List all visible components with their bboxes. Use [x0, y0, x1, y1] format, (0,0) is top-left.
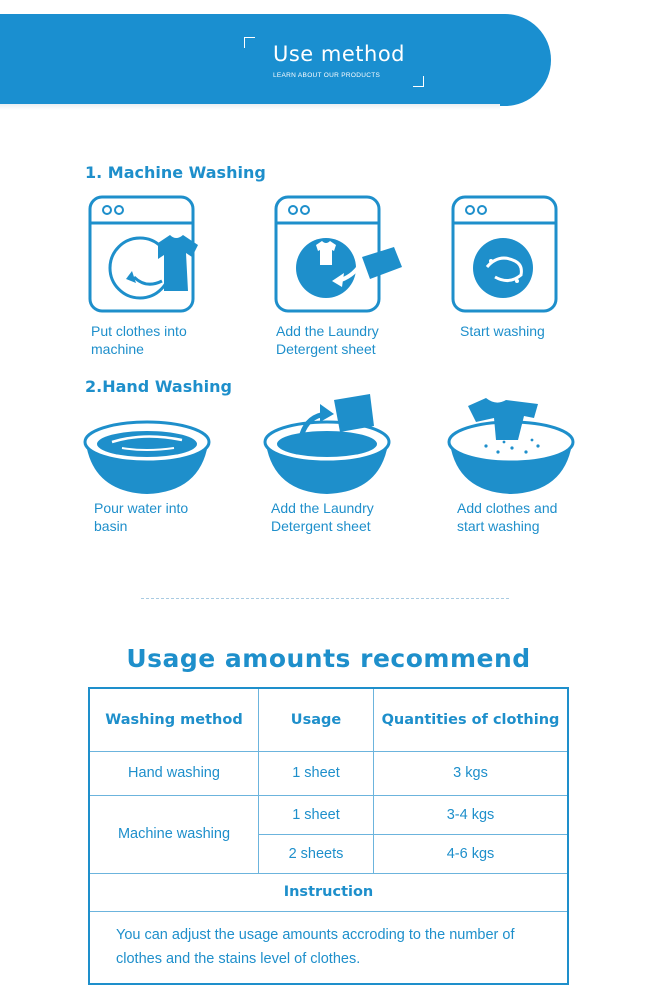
- instruction-text: You can adjust the usage amounts accroding to the number of clothes and the stains level of clothes.: [89, 911, 568, 984]
- cell-usage: 1 sheet: [259, 751, 374, 795]
- cell-method: Machine washing: [89, 795, 259, 873]
- hand-step-3-caption: Add clothes and start washing: [457, 500, 558, 534]
- washing-machine-clothes-icon: [88, 195, 228, 315]
- header-washing-method: Washing method: [89, 688, 259, 751]
- basin-water-icon: [82, 418, 212, 498]
- washing-machine-running-icon: [451, 195, 571, 315]
- machine-step-3-caption: Start washing: [460, 323, 545, 339]
- banner-title: Use method: [273, 42, 406, 66]
- hand-step-2-caption: Add the Laundry Detergent sheet: [271, 500, 374, 534]
- instruction-label: Instruction: [89, 873, 568, 911]
- header-usage: Usage: [259, 688, 374, 751]
- cell-usage: 1 sheet: [259, 795, 374, 834]
- banner-subtitle: LEARN ABOUT OUR PRODUCTS: [273, 72, 381, 79]
- cell-method: Hand washing: [89, 751, 259, 795]
- table-row: [89, 751, 568, 795]
- banner-shadow: [0, 104, 500, 110]
- table-row: [89, 795, 568, 834]
- usage-title: Usage amounts recommend: [126, 644, 531, 673]
- corner-bracket-bottom-right: [413, 76, 424, 87]
- hand-washing-title: 2.Hand Washing: [85, 377, 232, 396]
- header-quantities: Quantities of clothing: [374, 688, 569, 751]
- cell-quantity: 3 kgs: [374, 751, 569, 795]
- instruction-header-row: [89, 873, 568, 911]
- basin-sheet-icon: [262, 392, 392, 498]
- machine-step-2-caption: Add the Laundry Detergent sheet: [276, 323, 379, 357]
- cell-quantity: 4-6 kgs: [374, 834, 569, 873]
- machine-washing-title: 1. Machine Washing: [85, 163, 266, 182]
- machine-step-1-caption: Put clothes into machine: [91, 323, 187, 357]
- usage-table: [88, 687, 569, 985]
- hand-step-1-caption: Pour water into basin: [94, 500, 189, 534]
- table-header-row: [89, 688, 568, 751]
- instruction-row: [89, 911, 568, 984]
- cell-usage: 2 sheets: [259, 834, 374, 873]
- cell-quantity: 3-4 kgs: [374, 795, 569, 834]
- corner-bracket-top-left: [244, 37, 255, 48]
- basin-clothes-icon: [446, 396, 576, 498]
- section-divider: [141, 598, 509, 599]
- washing-machine-sheet-icon: [274, 195, 414, 315]
